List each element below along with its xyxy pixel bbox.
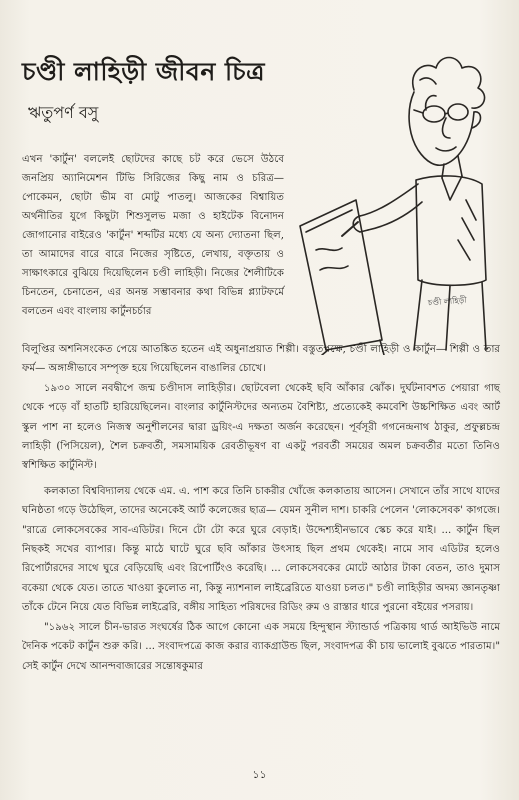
sketch-signature: চণ্ডী লাহিড়ী bbox=[427, 295, 467, 308]
body-text bbox=[22, 340, 500, 676]
cartoonist-self-portrait-sketch bbox=[286, 50, 496, 355]
article-author: ঋতুপর্ণ বসু bbox=[28, 103, 99, 122]
paragraph-intro-continued: বিলুপ্তির অশনিসংকেত পেয়ে আতঙ্কিত হতেন এই অধুনাপ্রয়াত শিল্পী। বস্তুতপক্ষে, চণ্ডী লাহিড়ী ও কার্টুন— শিল্পী ও তার ফর্ম— অঙ্গাঙ্গীভাবে সম্পৃক্ত হয়ে গিয়েছিলেন বাঙালির চোখে। bbox=[22, 344, 500, 375]
page-number: ১১ bbox=[252, 768, 267, 781]
article-title: চণ্ডী লাহিড়ী জীবন চিত্র bbox=[22, 57, 265, 86]
paragraph-pocket-cartoon: "১৯৬২ সালে চীন-ভারত সংঘর্ষের ঠিক আগে কোনো এক সময়ে হিন্দুস্থান স্ট্যান্ডার্ড পত্রিকায় থার্ড আইভিউ নামে দৈনিক পকেট কার্টুন শুরু করি। ... সংবাদপত্রে কাজ করার ব্যাকগ্রাউন্ড ছিল, সংবাদপত্র কী চায় ভালোই বুঝতে পারতাম।" সেই কার্টুন দেখে আনন্দবাজারের সন্তোষকুমার bbox=[22, 621, 500, 672]
paragraph-career-start: কলকাতা বিশ্ববিদ্যালয় থেকে এম. এ. পাশ করে তিনি চাকরীর খোঁজে কলকাতায় আসেন। সেখানে তাঁর সাথে যাদের ঘনিষ্ঠতা গড়ে উঠেছিল, তাদের অনেকেই আর্ট কলেজের ছাত্র— যেমন সুনীল দাশ। চাকরি পেলেন 'লোকসেবক' কাগজে। "রাত্রে লোকসেবকের সাব-এডিটর। দিনে টো টো করে ঘুরে বেড়াই। উদ্দেশ্যহীনভাবে স্কেচ করে যাই। ... কার্টুন ছিল নিছকই সখের ব্যাপার। কিন্তু মাঠে ঘাটে ঘুরে ছবি আঁকার উৎসাহ ছিল প্রথম থেকেই। নামে সাব এডিটর হলেও রিপোর্টারদের সাথে ঘুরে বেড়িয়েছি এবং রিপোর্টিংও করেছি। ... লোকসেবকের মোটে আঠার টাকা বেতন, তাও দুমাস বকেয়া থেকে যেত। তাতে খাওয়া কুলোত না, কিন্তু ন্যাশনাল লাইব্রেরিতে যাওয়া চলত।" চণ্ডী লাহিড়ীর অদম্য জ্ঞানতৃষ্ণা তাঁকে টেনে নিয়ে যেত বিভিন্ন লাইব্রেরি, বঙ্গীয় সাহিত্য পরিষদের রিডিং রুম ও রাস্তার ধারে পুরনো বইয়ের পসরায়। bbox=[22, 485, 500, 614]
intro-column-text bbox=[22, 150, 284, 321]
paragraph-early-life: ১৯৩০ সালে নবদ্বীপে জন্ম চণ্ডীদাস লাহিড়ীর। ছোটবেলা থেকেই ছবি আঁকার ঝোঁক। দুর্ঘটনাবশত পেয়ারা গাছ থেকে পড়ে বাঁ হাতটি হারিয়েছিলেন। বাংলার কার্টুনিস্টদের অন্যতম বৈশিষ্ট্য, প্রত্যেকেই কমবেশি উচ্চশিক্ষিত এবং আর্ট স্কুল পাশ না হলেও নিজস্ব অনুশীলনের দ্বারা ড্রয়িং-এ দক্ষতা অর্জন করেছেন। পূর্বসূরী গগনেন্দ্রনাথ ঠাকুর, প্রফুল্লচন্দ্র লাহিড়ী (পিসিয়েল), শৈল চক্রবর্তী, সমসাময়িক রেবতীভূষণ বা একটু পরবর্তী সময়ের অমল চক্রবর্তীর মতো তিনিও স্বশিক্ষিত কার্টুনিস্ট। bbox=[22, 382, 500, 472]
paragraph-intro-column: এখন 'কার্টুন' বললেই ছোটদের কাছে চট করে ভেসে উঠবে জনপ্রিয় অ্যানিমেশন টিভি সিরিজের কিছু নাম ও চরিত্র— পোকেমন, ছোটা ভীম বা মোটু পাতলু। আজকের বিশ্বায়িত অর্থনীতির যুগে কিছুটা শিশুসুলভ মজা ও হাইটেক বিনোদন জোগানোর বাইরেও 'কার্টুন' শব্দটির মধ্যে যে অন্য দ্যোতনা ছিল, তা আমাদের বারে বারে নিজের সৃষ্টিতে, লেখায়, বক্তৃতায় ও সাক্ষাৎকারে বুঝিয়ে দিয়েছিলেন চণ্ডী লাহিড়ী। নিজের শৈলীটিকে চিনতেন, চেনাতেন, এর অনন্ত সম্ভাবনার কথা বিভিন্ন প্ল্যাটফর্মে বলতেন এবং বাংলায় কার্টুনচর্চার bbox=[22, 154, 284, 317]
